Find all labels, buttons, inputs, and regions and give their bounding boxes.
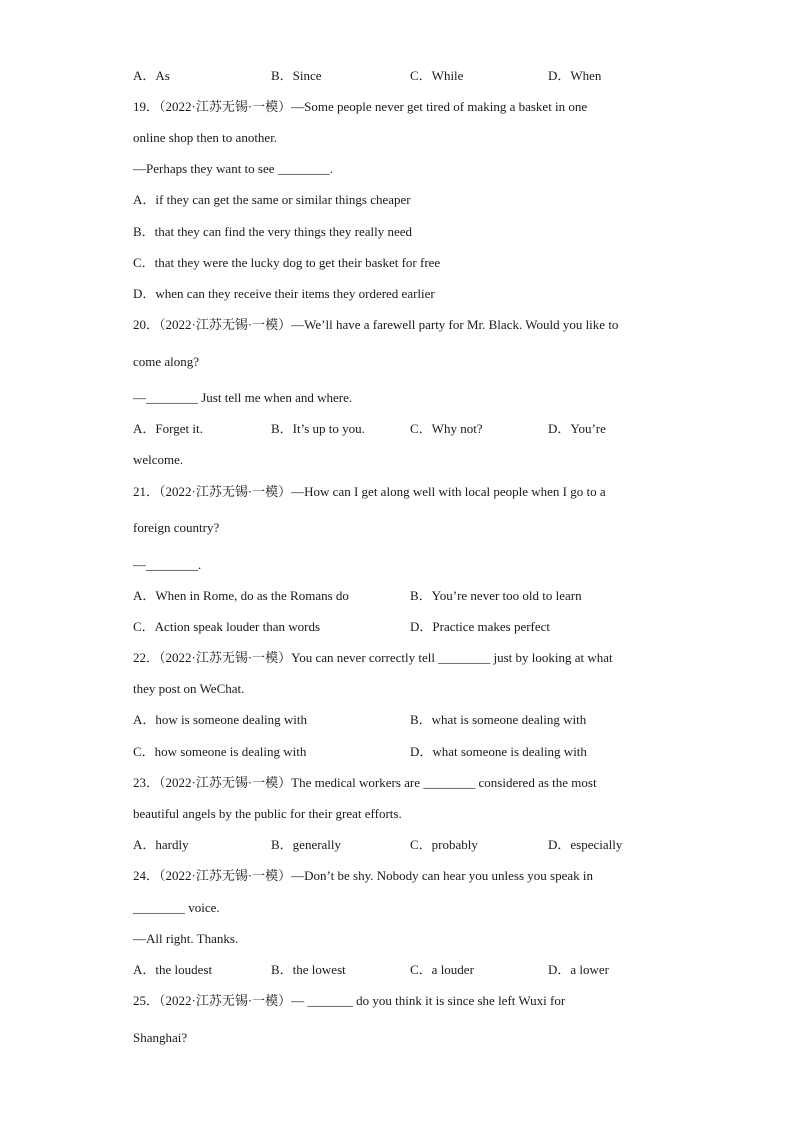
q23-stem-cont: beautiful angels by the public for their great efforts. [133, 806, 402, 821]
q19-response: —Perhaps they want to see ________. [133, 161, 334, 176]
q21-option-a: A．When in Rome, do as the Romans do [133, 588, 349, 603]
q23-option-d: D．especially [548, 837, 623, 852]
q20-option-a: A．Forget it. [133, 421, 203, 436]
q19-option-d: D．when can they receive their items they ordered earlier [133, 286, 435, 301]
q25-stem-cont: Shanghai? [133, 1030, 188, 1045]
q20-option-d-wrap: welcome. [133, 452, 184, 467]
q22-option-d: D．what someone is dealing with [410, 744, 587, 759]
q21-option-c: C．Action speak louder than words [133, 619, 321, 634]
q18-option-c: C．While [410, 68, 464, 83]
q21-stem-cont: foreign country? [133, 520, 220, 535]
q20-option-d: D．You’re [548, 421, 606, 436]
q22-stem-cont: they post on WeChat. [133, 681, 245, 696]
q22-option-c: C．how someone is dealing with [133, 744, 307, 759]
q20-stem-cont: come along? [133, 354, 200, 369]
q19-option-a: A．if they can get the same or similar things cheaper [133, 192, 411, 207]
q23-option-c: C．probably [410, 837, 478, 852]
q24-option-c: C．a louder [410, 962, 474, 977]
q20-option-c: C．Why not? [410, 421, 483, 436]
q21-option-d: D．Practice makes perfect [410, 619, 551, 634]
q24-stem: 24．（2022·江苏无锡·一模）—Don’t be shy. Nobody can hear you unless you speak in [133, 868, 593, 883]
q18-option-d: D．When [548, 68, 602, 83]
q19-stem: 19．（2022·江苏无锡·一模）—Some people never get tired of making a basket in one [133, 99, 588, 114]
q20-response: —________ Just tell me when and where. [133, 390, 353, 405]
q20-option-b: B．It’s up to you. [271, 421, 365, 436]
q21-option-b: B．You’re never too old to learn [410, 588, 582, 603]
q22-option-b: B．what is someone dealing with [410, 712, 587, 727]
q21-response: —________. [133, 557, 202, 572]
q23-option-a: A．hardly [133, 837, 189, 852]
q18-option-b: B．Since [271, 68, 322, 83]
q23-option-b: B．generally [271, 837, 342, 852]
q20-stem: 20．（2022·江苏无锡·一模）—We’ll have a farewell party for Mr. Black. Would you like to [133, 317, 619, 332]
q22-stem: 22．（2022·江苏无锡·一模）You can never correctly tell ________ just by looking at what [133, 650, 613, 665]
q19-stem-cont: online shop then to another. [133, 130, 278, 145]
q24-option-a: A．the loudest [133, 962, 213, 977]
q24-response: —All right. Thanks. [133, 931, 239, 946]
q19-option-c: C．that they were the lucky dog to get their basket for free [133, 255, 441, 270]
q24-option-d: D．a lower [548, 962, 610, 977]
q22-option-a: A．how is someone dealing with [133, 712, 308, 727]
q19-option-b: B．that they can find the very things they really need [133, 224, 413, 239]
q18-option-a: A．As [133, 68, 170, 83]
q23-stem: 23．（2022·江苏无锡·一模）The medical workers are ________ considered as the most [133, 775, 597, 790]
q25-stem: 25．（2022·江苏无锡·一模）— _______ do you think it is since she left Wuxi for [133, 993, 566, 1008]
q21-stem: 21．（2022·江苏无锡·一模）—How can I get along well with local people when I go to a [133, 484, 606, 499]
q24-option-b: B．the lowest [271, 962, 346, 977]
q24-stem-cont: ________ voice. [133, 900, 220, 915]
